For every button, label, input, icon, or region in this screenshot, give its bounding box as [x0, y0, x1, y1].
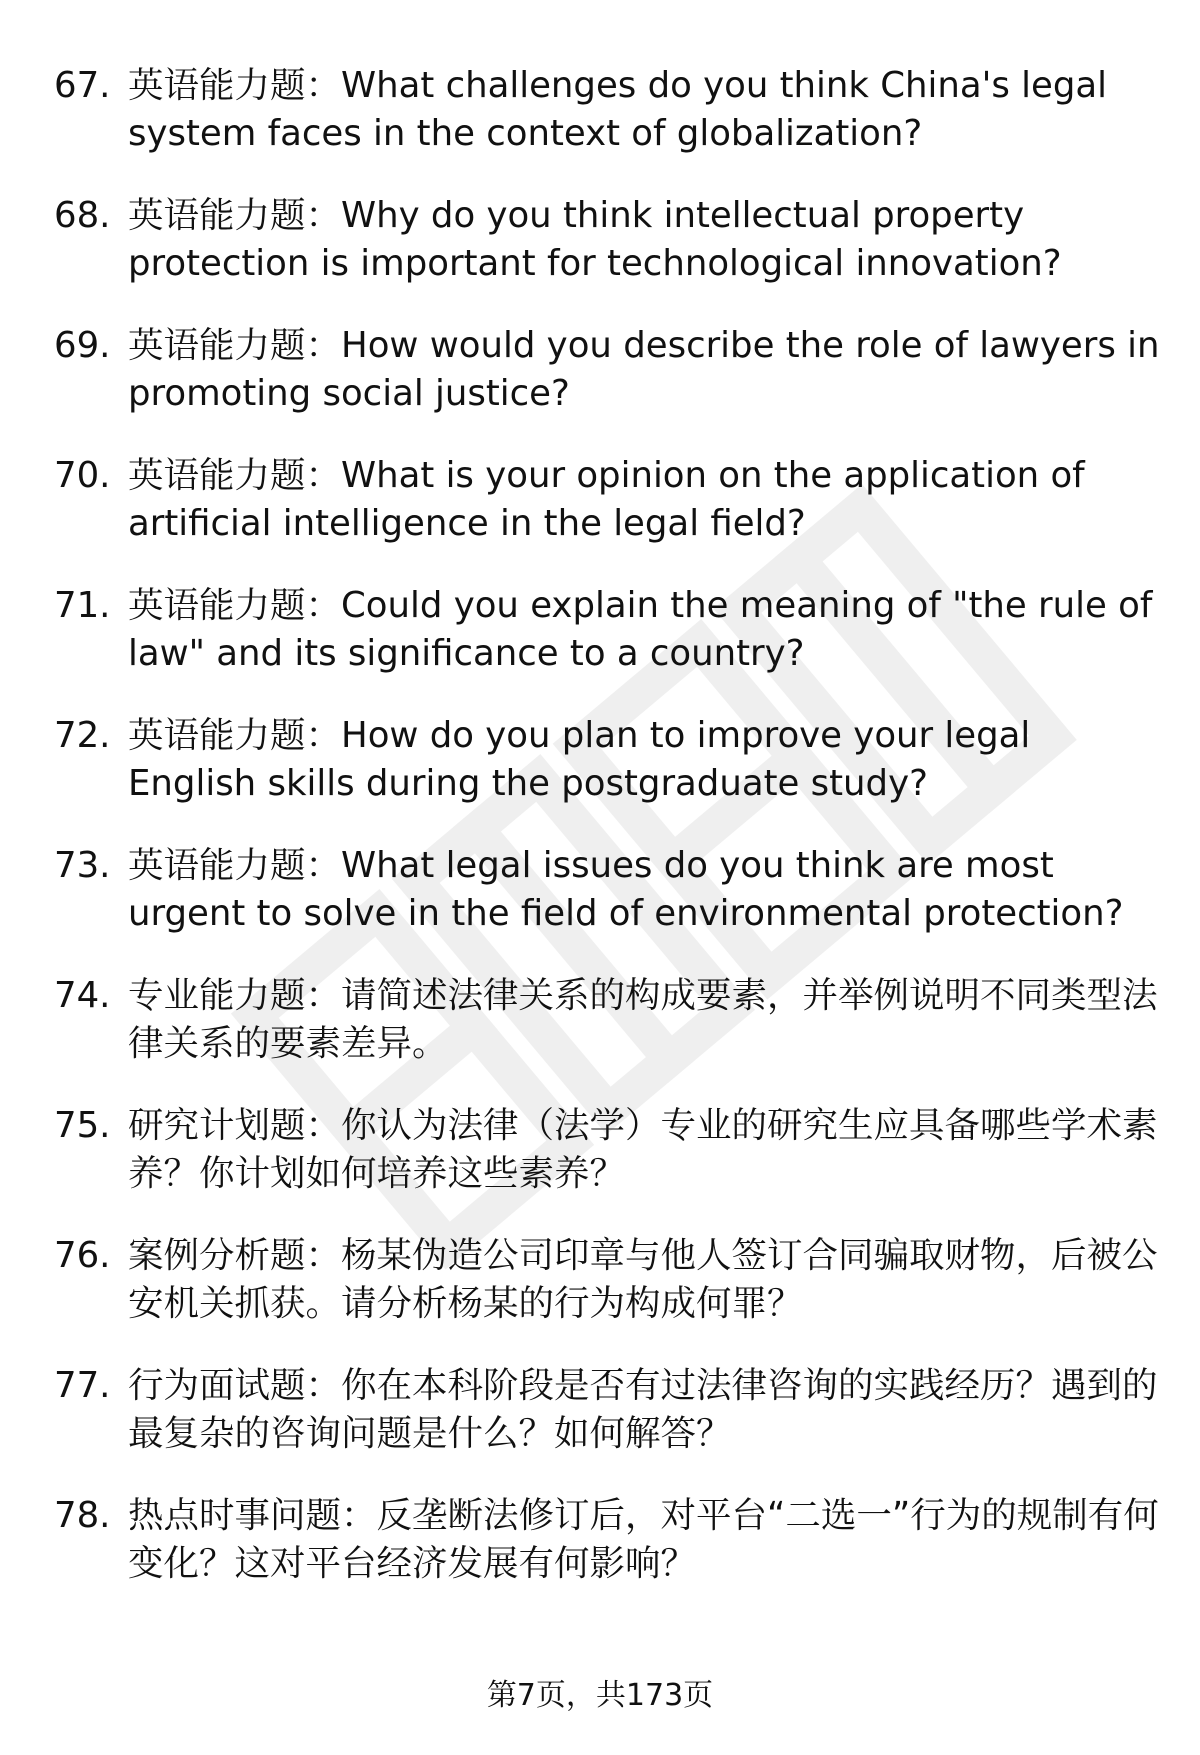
question-text: 你认为法律（法学）专业的研究生应具备哪些学术素养？你计划如何培养这些素养？: [128, 1105, 1158, 1194]
page-number-footer: 第7页，共173页: [486, 1678, 714, 1713]
question-category: 英语能力题：: [128, 585, 342, 626]
question-list: [50, 62, 1160, 1622]
question-category: 英语能力题：: [128, 325, 342, 366]
question-number: 70.: [54, 455, 111, 496]
question-number: 69.: [54, 325, 111, 366]
question-item: [50, 192, 1160, 288]
question-item: [50, 1102, 1160, 1198]
question-item: [50, 322, 1160, 418]
question-category: 英语能力题：: [128, 845, 342, 886]
question-category: 热点时事问题：: [128, 1495, 377, 1536]
question-text: Why do you think intellectual property protection is important for technological innovation?: [128, 195, 1062, 284]
question-number: 67.: [54, 65, 111, 106]
question-item: [50, 1362, 1160, 1458]
question-text: How do you plan to improve your legal English skills during the postgraduate study?: [128, 715, 1031, 804]
question-item: [50, 582, 1160, 678]
question-category: 英语能力题：: [128, 195, 342, 236]
question-number: 71.: [54, 585, 111, 626]
question-text: What challenges do you think China's legal system faces in the context of globalization?: [128, 65, 1108, 154]
question-category: 英语能力题：: [128, 715, 342, 756]
question-item: [50, 62, 1160, 158]
question-number: 74.: [54, 975, 111, 1016]
question-category: 研究计划题：: [128, 1105, 342, 1146]
question-number: 73.: [54, 845, 111, 886]
question-text: 请简述法律关系的构成要素，并举例说明不同类型法律关系的要素差异。: [128, 975, 1158, 1064]
question-number: 68.: [54, 195, 111, 236]
question-item: [50, 712, 1160, 808]
question-category: 英语能力题：: [128, 65, 342, 106]
question-number: 75.: [54, 1105, 111, 1146]
question-text: 反垄断法修订后，对平台“二选一”行为的规制有何变化？这对平台经济发展有何影响？: [128, 1495, 1159, 1584]
question-text: 你在本科阶段是否有过法律咨询的实践经历？遇到的最复杂的咨询问题是什么？如何解答？: [128, 1365, 1158, 1454]
question-text: 杨某伪造公司印章与他人签订合同骗取财物，后被公安机关抓获。请分析杨某的行为构成何罪？: [128, 1235, 1158, 1324]
question-category: 案例分析题：: [128, 1235, 342, 1276]
question-text: How would you describe the role of lawyers in promoting social justice?: [128, 325, 1160, 414]
question-number: 78.: [54, 1495, 111, 1536]
question-category: 专业能力题：: [128, 975, 342, 1016]
question-category: 英语能力题：: [128, 455, 342, 496]
question-item: [50, 842, 1160, 938]
question-item: [50, 972, 1160, 1068]
question-item: [50, 452, 1160, 548]
question-item: [50, 1492, 1160, 1588]
question-item: [50, 1232, 1160, 1328]
question-number: 72.: [54, 715, 111, 756]
question-text: Could you explain the meaning of "the rule of law" and its significance to a country?: [128, 585, 1153, 674]
question-text: What legal issues do you think are most urgent to solve in the field of environmental protection?: [128, 845, 1124, 934]
question-number: 77.: [54, 1365, 111, 1406]
question-category: 行为面试题：: [128, 1365, 342, 1406]
question-text: What is your opinion on the application of artificial intelligence in the legal field?: [128, 455, 1085, 544]
question-number: 76.: [54, 1235, 111, 1276]
